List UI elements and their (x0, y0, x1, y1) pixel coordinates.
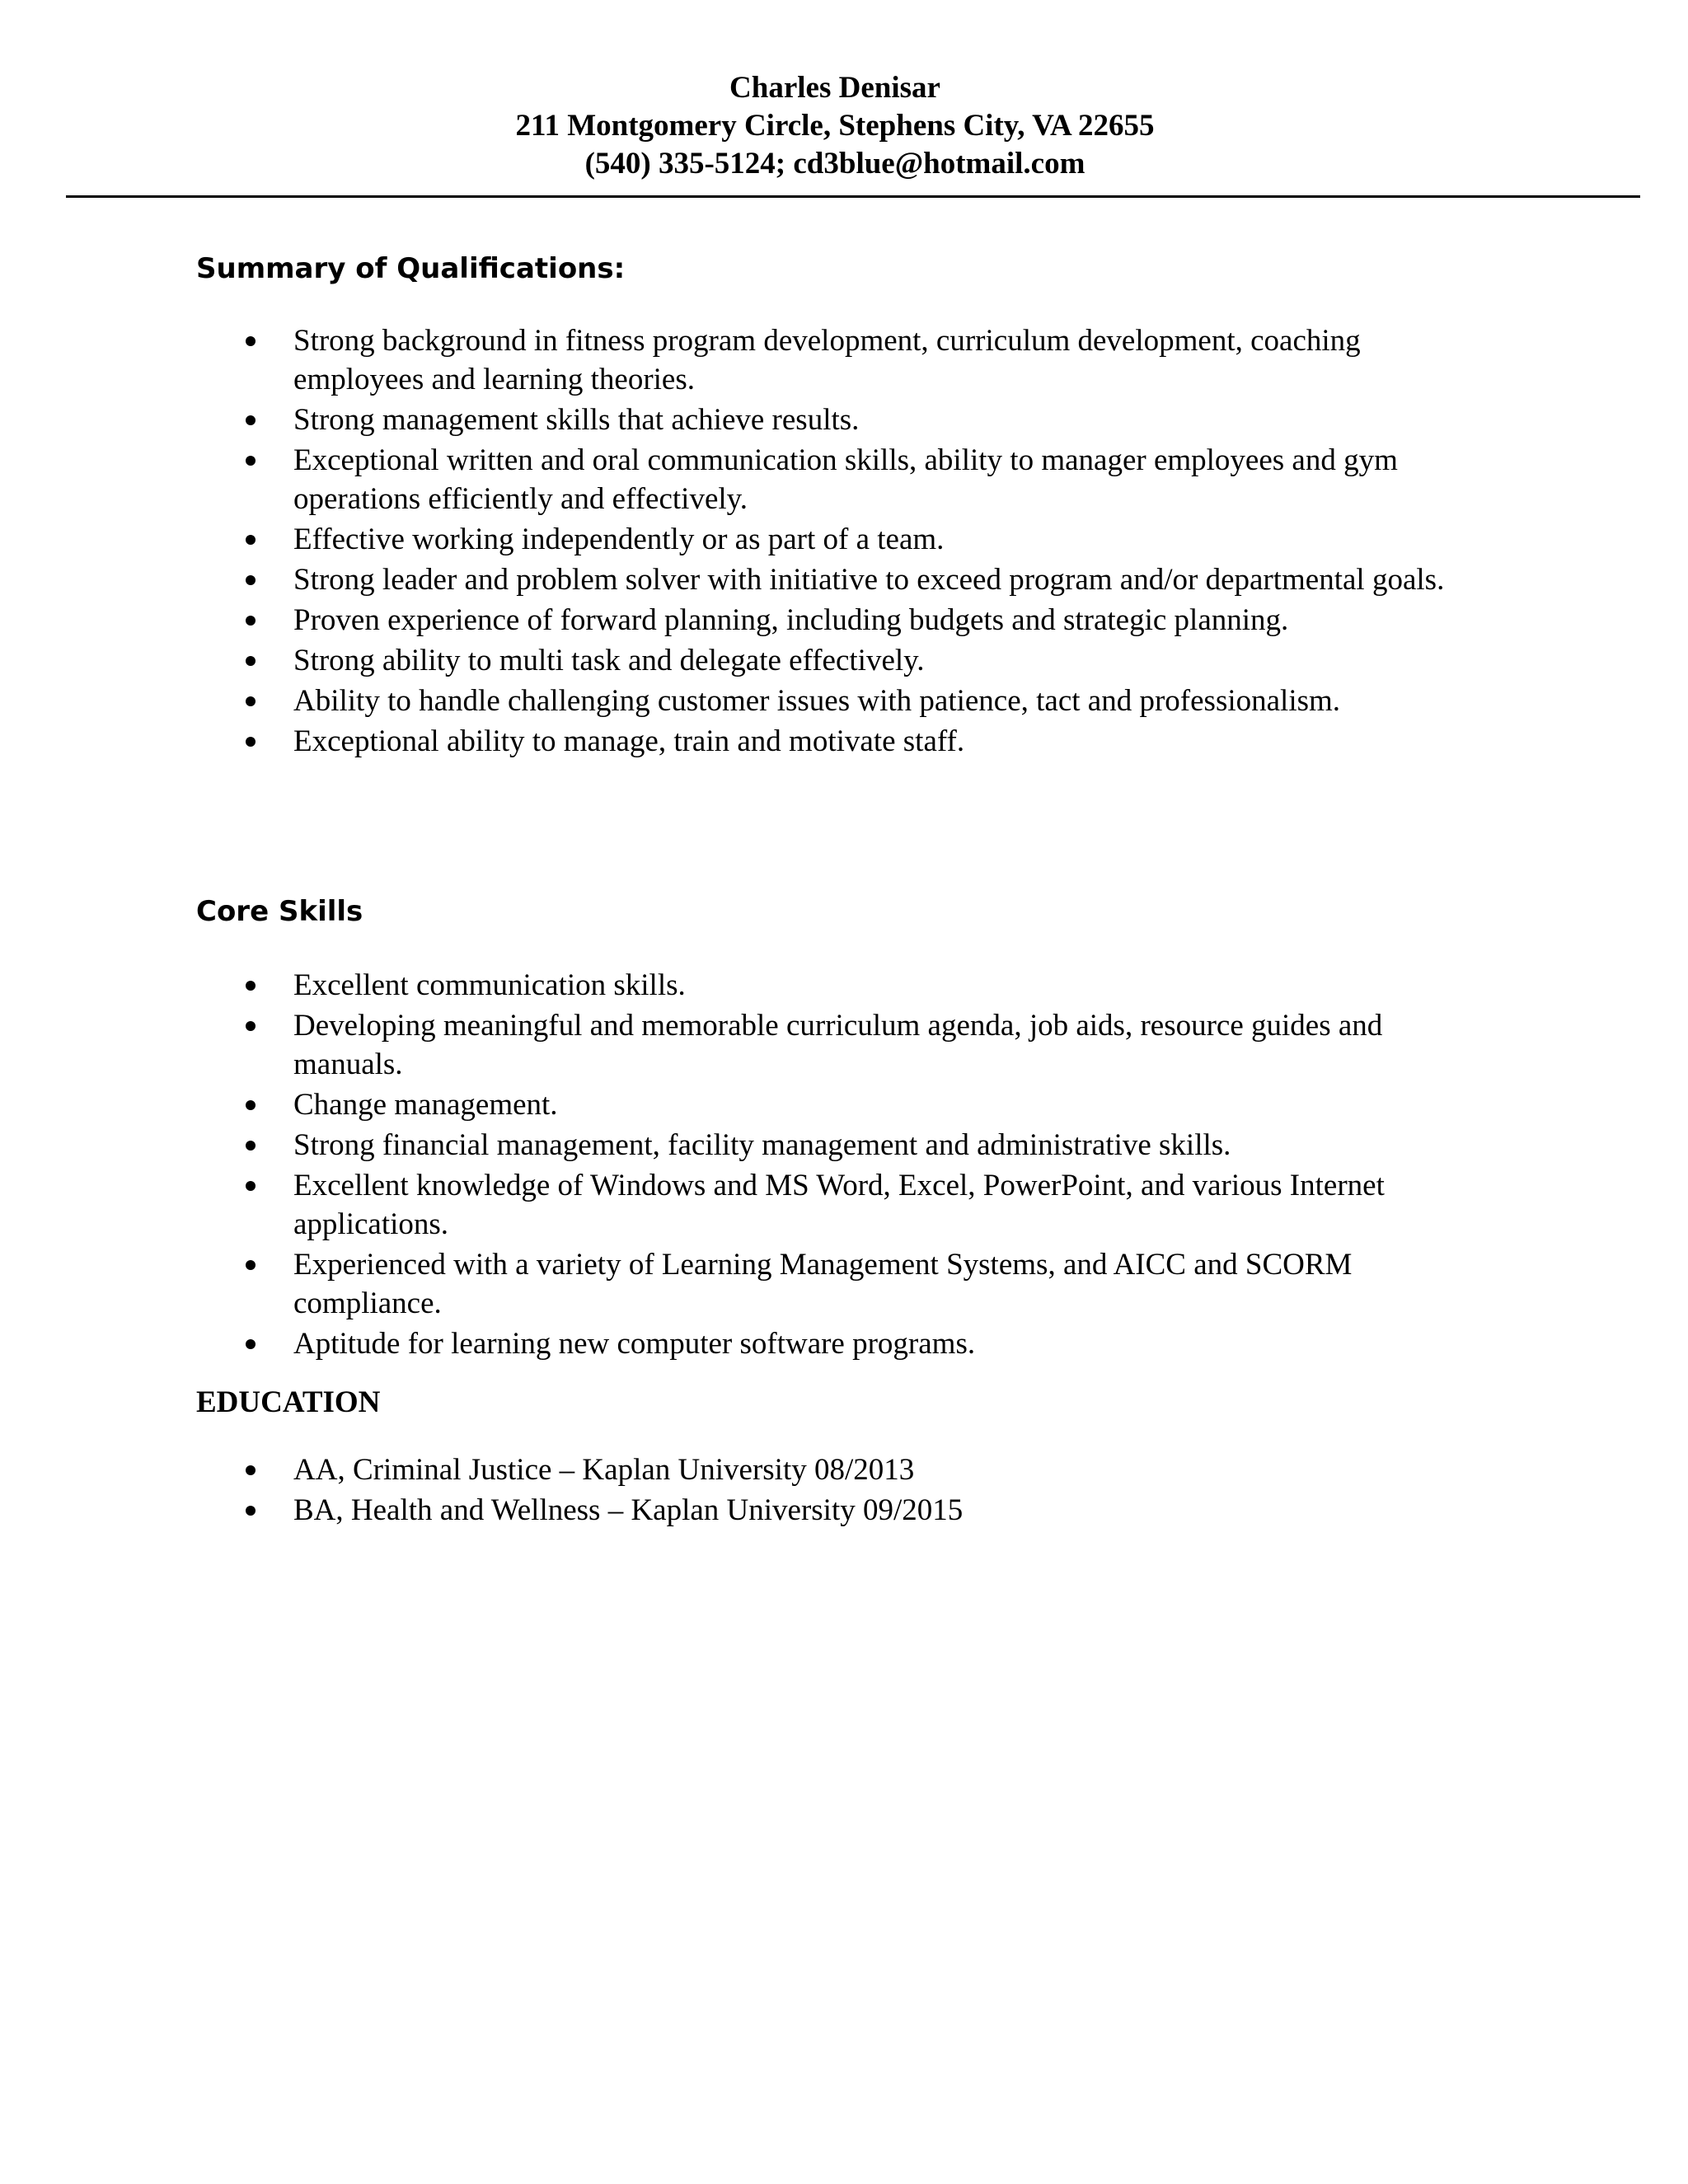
candidate-name: Charles Denisar (729, 71, 940, 105)
list-item (196, 641, 1465, 680)
bullet-icon (246, 336, 256, 346)
list-item (196, 1166, 1482, 1244)
list-item (196, 601, 1465, 640)
list-item (196, 1245, 1482, 1323)
list-item (196, 401, 1465, 439)
bullet-icon (246, 456, 256, 466)
bullet-icon (246, 1181, 256, 1191)
candidate-address: 211 Montgomery Circle, Stephens City, VA 22655 (515, 109, 1155, 143)
header-divider (66, 195, 1640, 198)
list-item-text: Exceptional ability to manage, train and motivate staff. (293, 724, 965, 758)
list-item (196, 1085, 1482, 1124)
bullet-icon (246, 1100, 256, 1110)
list-item (196, 321, 1465, 399)
list-item (196, 1006, 1482, 1084)
bullet-icon (246, 1260, 256, 1270)
list-item-text: Proven experience of forward planning, including budgets and strategic planning. (293, 603, 1289, 637)
list-item-text: Ability to handle challenging customer issues with patience, tact and professionalism. (293, 684, 1341, 718)
bullet-icon (246, 575, 256, 585)
list-item (196, 1491, 1482, 1530)
qualifications-heading: Summary of Qualifications: (196, 252, 626, 285)
list-item-text: Developing meaningful and memorable curriculum agenda, job aids, resource guides and manuals. (293, 1009, 1383, 1081)
bullet-icon (246, 1506, 256, 1516)
resume-header (0, 69, 1670, 183)
education-list (196, 1451, 1482, 1531)
list-item (196, 441, 1465, 518)
list-item (196, 560, 1465, 599)
list-item-text: Strong management skills that achieve results. (293, 403, 860, 437)
bullet-icon (246, 535, 256, 545)
list-item (196, 1451, 1482, 1489)
education-heading: EDUCATION (196, 1385, 381, 1419)
bullet-icon (246, 1339, 256, 1349)
candidate-contact: (540) 335-5124; cd3blue@hotmail.com (584, 147, 1085, 180)
bullet-icon (246, 616, 256, 626)
bullet-icon (246, 1021, 256, 1031)
list-item-text: Strong leader and problem solver with initiative to exceed program and/or departmental goals. (293, 563, 1445, 597)
list-item-text: Experienced with a variety of Learning Management Systems, and AICC and SCORM compliance. (293, 1248, 1353, 1320)
list-item-text: Aptitude for learning new computer software programs. (293, 1327, 976, 1361)
bullet-icon (246, 737, 256, 747)
list-item (196, 1126, 1482, 1165)
list-item-text: BA, Health and Wellness – Kaplan University 09/2015 (293, 1493, 964, 1527)
list-item (196, 520, 1465, 559)
list-item-text: AA, Criminal Justice – Kaplan University 08/2013 (293, 1453, 915, 1487)
list-item (196, 722, 1465, 761)
bullet-icon (246, 415, 256, 425)
list-item-text: Effective working independently or as part of a team. (293, 523, 945, 556)
list-item (196, 682, 1465, 720)
bullet-icon (246, 656, 256, 666)
bullet-icon (246, 1465, 256, 1475)
core-skills-heading: Core Skills (196, 895, 363, 928)
list-item-text: Strong ability to multi task and delegate effectively. (293, 644, 925, 677)
list-item (196, 966, 1482, 1005)
list-item-text: Excellent communication skills. (293, 968, 686, 1002)
bullet-icon (246, 696, 256, 706)
core-skills-list (196, 966, 1482, 1365)
list-item-text: Strong background in fitness program development, curriculum development, coaching employees and learning theories. (293, 324, 1361, 396)
bullet-icon (246, 1141, 256, 1151)
list-item-text: Exceptional written and oral communication skills, ability to manager employees and gym operations efficiently and effectively. (293, 443, 1398, 516)
bullet-icon (246, 981, 256, 991)
list-item-text: Excellent knowledge of Windows and MS Word, Excel, PowerPoint, and various Internet applications. (293, 1169, 1385, 1241)
list-item-text: Strong financial management, facility management and administrative skills. (293, 1128, 1231, 1162)
qualifications-list (196, 321, 1465, 762)
list-item-text: Change management. (293, 1088, 558, 1122)
list-item (196, 1324, 1482, 1363)
